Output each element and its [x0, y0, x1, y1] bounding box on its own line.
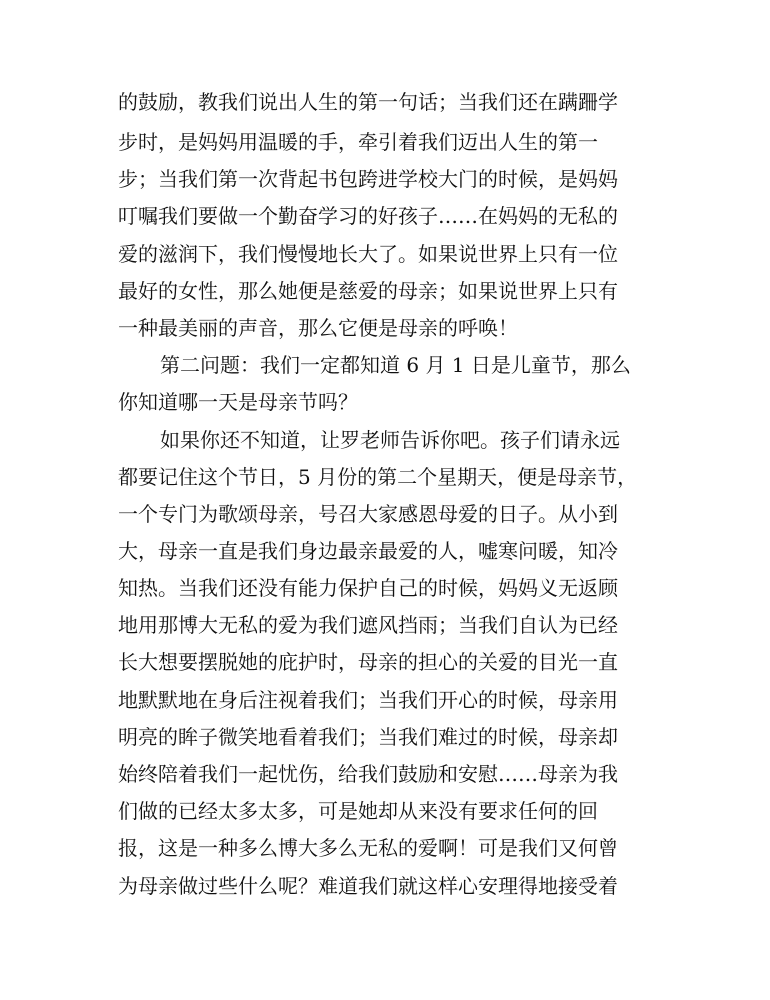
text-line: 最好的女性，那么她便是慈爱的母亲；如果说世界上只有	[118, 279, 618, 303]
text-line: 爱的滋润下，我们慢慢地长大了。如果说世界上只有一位	[118, 242, 618, 266]
text-line: 你知道哪一天是母亲节吗？	[118, 390, 358, 414]
text-line: 都要记住这个节日，5 月份的第二个星期天，便是母亲节，	[118, 465, 638, 489]
text-line: 为母亲做过些什么呢？难道我们就这样心安理得地接受着	[118, 874, 618, 898]
text-line: 知热。当我们还没有能力保护自己的时候，妈妈义无返顾	[118, 576, 618, 600]
text-line: 始终陪着我们一起忧伤，给我们鼓励和安慰……母亲为我	[118, 762, 618, 786]
text-line-paragraph-start: 如果你还不知道，让罗老师告诉你吧。孩子们请永远	[160, 428, 620, 452]
text-line: 步时，是妈妈用温暖的手，牵引着我们迈出人生的第一	[118, 130, 598, 154]
text-line: 的鼓励，教我们说出人生的第一句话；当我们还在蹒跚学	[118, 90, 618, 114]
text-line: 步；当我们第一次背起书包跨进学校大门的时候，是妈妈	[118, 167, 618, 191]
text-line: 地用那博大无私的爱为我们遮风挡雨；当我们自认为已经	[118, 613, 618, 637]
text-line: 们做的已经太多太多，可是她却从来没有要求任何的回	[118, 799, 598, 823]
text-line: 地默默地在身后注视着我们；当我们开心的时候，母亲用	[118, 688, 618, 712]
text-line: 一个专门为歌颂母亲，号召大家感恩母爱的日子。从小到	[118, 502, 618, 526]
text-line: 一种最美丽的声音，那么它便是母亲的呼唤！	[118, 316, 518, 340]
text-line: 报，这是一种多么博大多么无私的爱啊！可是我们又何曾	[118, 836, 618, 860]
text-line-paragraph-start: 第二问题：我们一定都知道 6 月 1 日是儿童节，那么	[160, 353, 631, 377]
text-line: 叮嘱我们要做一个勤奋学习的好孩子……在妈妈的无私的	[118, 204, 618, 228]
text-line: 明亮的眸子微笑地看着我们；当我们难过的时候，母亲却	[118, 725, 618, 749]
text-line: 大，母亲一直是我们身边最亲最爱的人，嘘寒问暖，知冷	[118, 539, 618, 563]
text-line: 长大想要摆脱她的庇护时，母亲的担心的关爱的目光一直	[118, 650, 618, 674]
